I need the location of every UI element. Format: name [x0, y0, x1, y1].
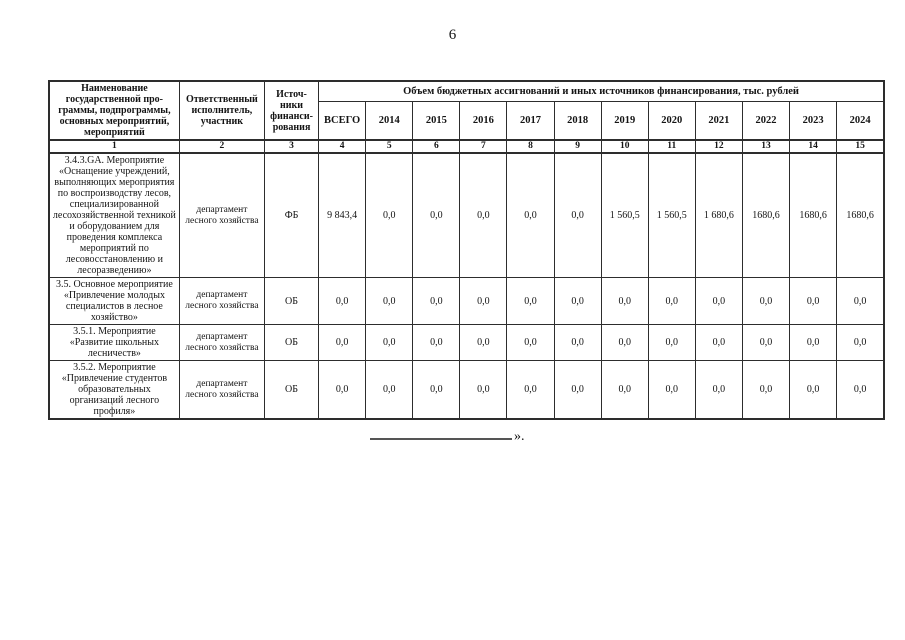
row-value: 0,0: [554, 278, 601, 325]
row-value: 1 560,5: [648, 153, 695, 278]
row-value: 1680,6: [790, 153, 837, 278]
page-number: 6: [448, 27, 457, 43]
row-funding-source: ОБ: [264, 278, 318, 325]
row-value: 0,0: [460, 278, 507, 325]
row-funding-source: ОБ: [264, 361, 318, 420]
row-value: 0,0: [742, 325, 789, 361]
row-value: 0,0: [790, 361, 837, 420]
row-value: 0,0: [507, 153, 554, 278]
year-column-header: 2015: [413, 101, 460, 140]
row-value: 9 843,4: [319, 153, 366, 278]
row-value: 0,0: [366, 325, 413, 361]
year-column-header: 2014: [366, 101, 413, 140]
row-value: 0,0: [790, 325, 837, 361]
row-value: 0,0: [366, 278, 413, 325]
row-value: 0,0: [648, 325, 695, 361]
row-value: 0,0: [695, 278, 742, 325]
column-number: 7: [460, 140, 507, 153]
table-row: [49, 361, 884, 420]
year-column-header: 2024: [837, 101, 884, 140]
row-value: 0,0: [413, 278, 460, 325]
column-number: 9: [554, 140, 601, 153]
row-value: 0,0: [507, 325, 554, 361]
row-value: 0,0: [695, 325, 742, 361]
year-column-header: 2022: [742, 101, 789, 140]
row-name: 3.5.1. Мероприятие «Развитие школьных лесничеств»: [49, 325, 179, 361]
column-number: 6: [413, 140, 460, 153]
table-body: [49, 153, 884, 419]
row-value: 0,0: [601, 325, 648, 361]
row-value: 0,0: [742, 361, 789, 420]
row-executor: департамент лесного хозяйства: [179, 278, 264, 325]
closing-block: [370, 427, 525, 445]
signature-line: [370, 427, 512, 440]
year-column-header: 2016: [460, 101, 507, 140]
row-executor: департамент лесного хозяйства: [179, 361, 264, 420]
column-number: 8: [507, 140, 554, 153]
row-value: 1680,6: [742, 153, 789, 278]
row-value: 0,0: [366, 153, 413, 278]
row-value: 0,0: [554, 153, 601, 278]
row-value: 0,0: [648, 278, 695, 325]
column-number: 3: [264, 140, 318, 153]
year-column-header: 2020: [648, 101, 695, 140]
row-name: 3.4.3.GA. Мероприятие «Оснащение учреждений, выполняющих мероприятия по воспроизводству лесов, специализированной лесохозяйственной техникой и оборудованием для проведения комплекса мероприятий по лесовосстановлению и лесоразведению»: [49, 153, 179, 278]
header-numbers-row: [49, 140, 884, 153]
table-row: [49, 278, 884, 325]
column-number: 15: [837, 140, 884, 153]
header-source-col: Источ-ники финанси-рования: [264, 81, 318, 140]
row-value: 0,0: [837, 361, 884, 420]
row-value: 0,0: [837, 278, 884, 325]
row-value: 0,0: [413, 153, 460, 278]
row-value: 0,0: [413, 361, 460, 420]
row-value: 1 680,6: [695, 153, 742, 278]
year-column-header: 2023: [790, 101, 837, 140]
row-executor: департамент лесного хозяйства: [179, 325, 264, 361]
year-column-header: 2017: [507, 101, 554, 140]
column-number: 12: [695, 140, 742, 153]
row-value: 0,0: [413, 325, 460, 361]
row-funding-source: ОБ: [264, 325, 318, 361]
row-value: 0,0: [554, 361, 601, 420]
row-value: 0,0: [601, 278, 648, 325]
year-column-header: 2019: [601, 101, 648, 140]
column-number: 11: [648, 140, 695, 153]
column-number: 1: [49, 140, 179, 153]
row-name: 3.5.2. Мероприятие «Привлечение студентов образовательных организаций лесного профиля»: [49, 361, 179, 420]
row-value: 0,0: [648, 361, 695, 420]
row-value: 1680,6: [837, 153, 884, 278]
row-value: 0,0: [319, 325, 366, 361]
year-column-header: ВСЕГО: [319, 101, 366, 140]
row-value: 0,0: [601, 361, 648, 420]
row-value: 0,0: [460, 153, 507, 278]
row-value: 0,0: [554, 325, 601, 361]
row-value: 0,0: [695, 361, 742, 420]
row-value: 0,0: [507, 361, 554, 420]
row-funding-source: ФБ: [264, 153, 318, 278]
row-value: 0,0: [790, 278, 837, 325]
row-value: 0,0: [460, 361, 507, 420]
budget-table: [48, 80, 885, 420]
row-value: 0,0: [837, 325, 884, 361]
row-value: 0,0: [319, 361, 366, 420]
column-number: 10: [601, 140, 648, 153]
row-name: 3.5. Основное мероприятие «Привлечение молодых специалистов в лесное хозяйство»: [49, 278, 179, 325]
closing-mark: ».: [514, 429, 525, 444]
table-row: [49, 325, 884, 361]
column-number: 5: [366, 140, 413, 153]
header-title-row: [49, 81, 884, 101]
row-value: 0,0: [742, 278, 789, 325]
year-column-header: 2021: [695, 101, 742, 140]
header-volume-span: Объем бюджетных ассигнований и иных источников финансирования, тыс. рублей: [319, 81, 884, 101]
table-header: [49, 81, 884, 153]
column-number: 14: [790, 140, 837, 153]
header-executor-col: Ответственный исполнитель, участник: [179, 81, 264, 140]
header-name-col: Наименование государственной про-граммы, подпрограммы, основных мероприятий, мероприятий: [49, 81, 179, 140]
row-value: 0,0: [319, 278, 366, 325]
year-column-header: 2018: [554, 101, 601, 140]
row-value: 0,0: [460, 325, 507, 361]
row-executor: департамент лесного хозяйства: [179, 153, 264, 278]
table-row: [49, 153, 884, 278]
row-value: 0,0: [507, 278, 554, 325]
row-value: 1 560,5: [601, 153, 648, 278]
column-number: 2: [179, 140, 264, 153]
row-value: 0,0: [366, 361, 413, 420]
column-number: 13: [742, 140, 789, 153]
column-number: 4: [319, 140, 366, 153]
